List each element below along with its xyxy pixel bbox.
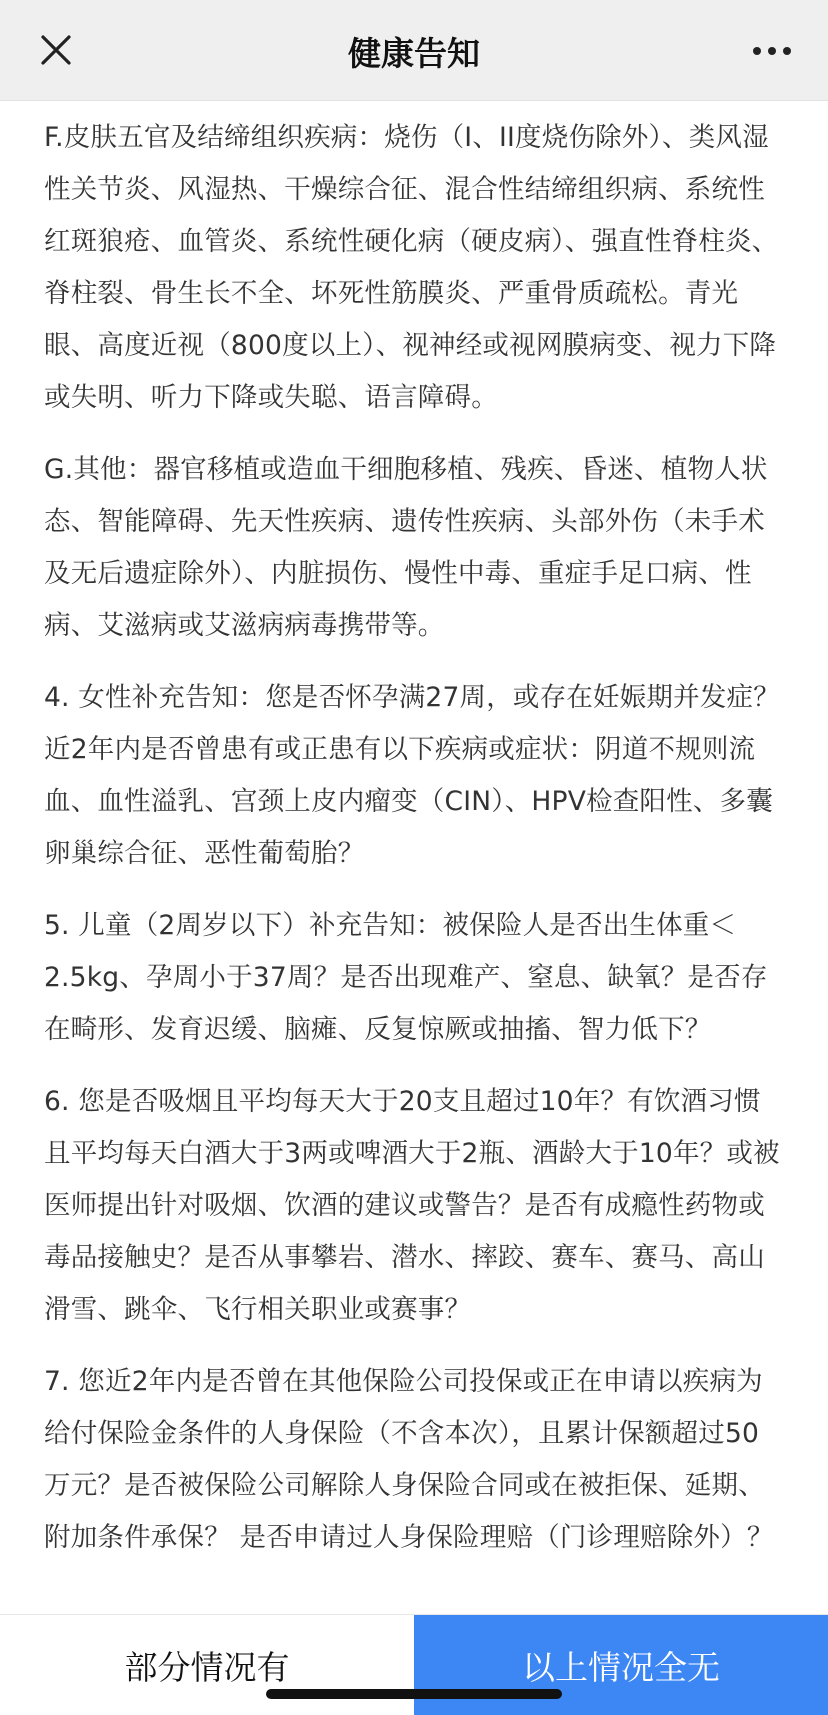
close-icon bbox=[40, 34, 72, 66]
more-icon bbox=[752, 46, 792, 56]
home-indicator[interactable] bbox=[266, 1689, 562, 1699]
notice-paragraph-6: 6. 您是否吸烟且平均每天大于20支且超过10年？有饮酒习惯且平均每天白酒大于3两或啤酒大于2瓶、酒龄大于10年？或被医师提出针对吸烟、饮酒的建议或警告？是否有成瘾性药物或毒品接触史？是否从事攀岩、潜水、摔跤、赛车、赛马、高山滑雪、跳伞、飞行相关职业或赛事？ bbox=[44, 1086, 780, 1325]
notice-paragraph-7: 7. 您近2年内是否曾在其他保险公司投保或正在申请以疾病为给付保险金条件的人身保险（不含本次），且累计保额超过50万元？是否被保险公司解除人身保险合同或在被拒保、延期、附加条件承保？ 是否申请过人身保险理赔（门诊理赔除外）？ bbox=[44, 1366, 774, 1553]
notice-paragraph-g: G.其他：器官移植或造血干细胞移植、残疾、昏迷、植物人状态、智能障碍、先天性疾病、遗传性疾病、头部外伤（未手术及无后遗症除外）、内脏损伤、慢性中毒、重症手足口病、性病、艾滋病或艾滋病病毒携带等。 bbox=[44, 454, 768, 641]
page-title: 健康告知 bbox=[348, 34, 480, 73]
notice-paragraph-4: 4. 女性补充告知：您是否怀孕满27周，或存在妊娠期并发症？近2年内是否曾患有或正患有以下疾病或症状：阴道不规则流血、血性溢乳、宫颈上皮内瘤变（CIN）、HPV检查阳性、多囊卵巢综合征、恶性葡萄胎？ bbox=[44, 682, 780, 869]
partial-yes-button[interactable]: 部分情况有 bbox=[0, 1615, 414, 1715]
nav-header bbox=[0, 0, 828, 101]
health-notice-content[interactable] bbox=[0, 100, 828, 1614]
action-bar bbox=[0, 1614, 828, 1715]
close-button[interactable] bbox=[28, 22, 84, 78]
none-apply-button[interactable]: 以上情况全无 bbox=[414, 1615, 828, 1715]
notice-paragraph-5: 5. 儿童（2周岁以下）补充告知：被保险人是否出生体重＜2.5kg、孕周小于37周？是否出现难产、窒息、缺氧？是否存在畸形、发育迟缓、脑瘫、反复惊厥或抽搐、智力低下？ bbox=[44, 910, 768, 1045]
more-button[interactable] bbox=[742, 26, 802, 76]
notice-paragraph-f: F.皮肤五官及结缔组织疾病：烧伤（I、II度烧伤除外）、类风湿性关节炎、风湿热、干燥综合征、混合性结缔组织病、系统性红斑狼疮、血管炎、系统性硬化病（硬皮病）、强直性脊柱炎、脊柱裂、骨生长不全、坏死性筋膜炎、严重骨质疏松。青光眼、高度近视（800度以上）、视神经或视网膜病变、视力下降或失明、听力下降或失聪、语言障碍。 bbox=[44, 122, 779, 413]
